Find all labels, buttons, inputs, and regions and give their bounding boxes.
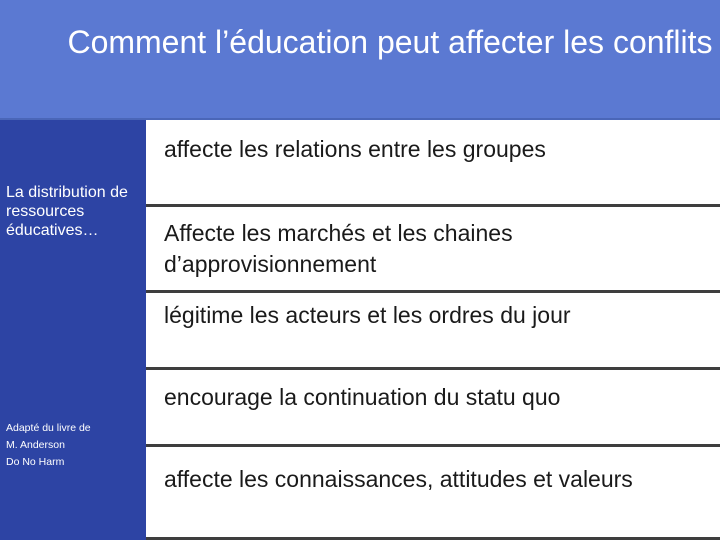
- effect-row: [146, 447, 720, 540]
- effect-row: [146, 370, 720, 447]
- effect-text: affecte les relations entre les groupes: [164, 136, 546, 162]
- effect-row: [146, 293, 720, 370]
- effect-text: Affecte les marchés et les chaines d’approvisionnement: [164, 220, 513, 277]
- source-credit: [6, 420, 136, 471]
- credit-line: Do No Harm: [6, 456, 65, 468]
- sidebar-label: La distribution de ressources éducatives…: [6, 184, 128, 239]
- effect-text: encourage la continuation du statu quo: [164, 384, 561, 410]
- slide-title: Comment l’éducation peut affecter les conflits: [67, 24, 713, 60]
- effect-text: légitime les acteurs et les ordres du jour: [164, 302, 571, 328]
- effect-text: affecte les connaissances, attitudes et valeurs: [164, 466, 633, 492]
- effect-row: [146, 207, 720, 293]
- credit-line: M. Anderson: [6, 439, 65, 451]
- title-bar: [0, 0, 720, 120]
- effect-row: [146, 120, 720, 207]
- credit-line: Adapté du livre de: [6, 422, 91, 434]
